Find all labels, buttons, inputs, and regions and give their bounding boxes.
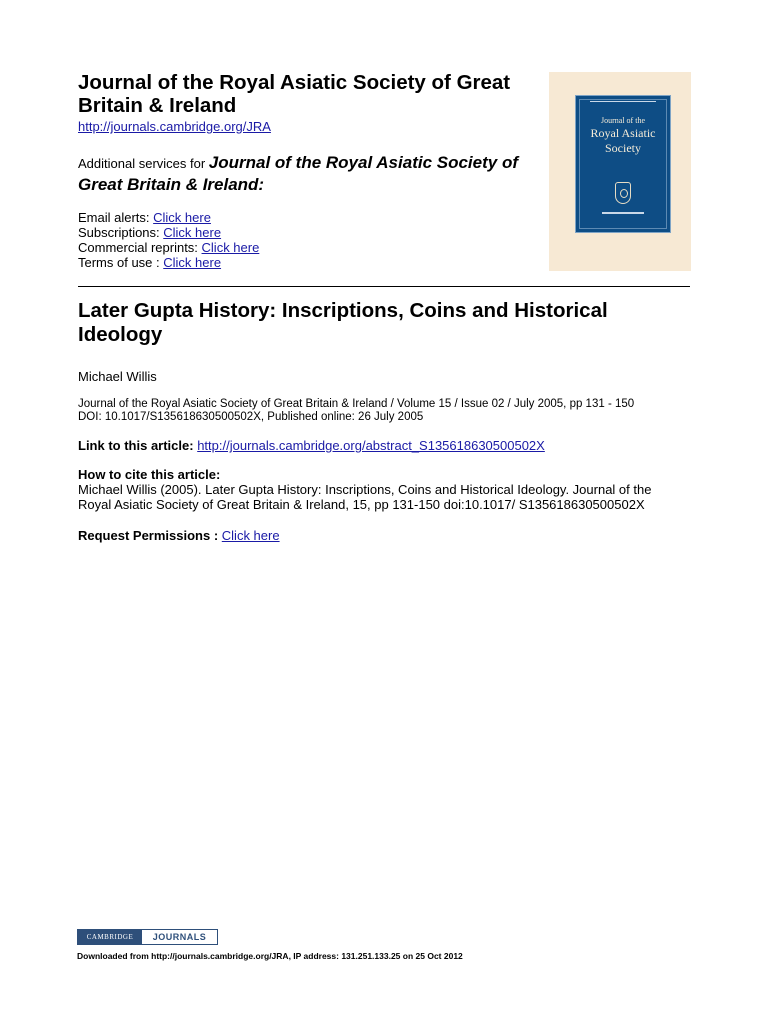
cover-top-rule [590,101,656,102]
service-label: Terms of use : [78,255,164,270]
commercial-reprints-link[interactable]: Click here [201,240,260,255]
article-link-label: Link to this article: [78,438,194,453]
cover-bottom-rule [602,212,644,214]
journal-cover-image [575,95,671,233]
article-link[interactable]: http://journals.cambridge.org/abstract_S135618630500502X [197,438,545,453]
article-info [78,299,690,543]
cover-title-line-3: Society [605,141,641,155]
logo-cambridge-text: CAMBRIDGE [78,930,142,944]
service-label: Commercial reprints: [78,240,202,255]
citation-info [78,398,690,424]
article-author: Michael Willis [78,369,157,384]
how-to-cite-label: How to cite this article: [78,467,221,482]
download-notice: Downloaded from http://journals.cambridge.org/JRA, IP address: 131.251.133.25 on 25 Oct 2012 [77,951,463,961]
service-subscriptions [78,225,540,240]
services-list [78,210,540,270]
service-commercial-reprints [78,240,540,255]
citation-doi-line: DOI: 10.1017/S135618630500502X, Published online: 26 July 2005 [78,411,424,423]
permissions-label: Request Permissions : [78,528,219,543]
how-to-cite-text: Michael Willis (2005). Later Gupta History: Inscriptions, Coins and Historical Ideology. Journal of the Royal Asiatic Society of Great Britain & Ireland, 15, pp 131-150 doi:10.1017/ S135618630500502X [78,482,652,512]
journal-url-link[interactable]: http://journals.cambridge.org/JRA [78,119,271,134]
service-terms-of-use [78,255,540,270]
page-footer [77,929,697,961]
service-label: Subscriptions: [78,225,164,240]
logo-journals-text: JOURNALS [142,930,217,944]
journal-cover-panel [549,72,691,271]
how-to-cite [78,467,690,512]
journal-title: Journal of the Royal Asiatic Society of Great Britain & Ireland [78,71,511,117]
cambridge-journals-logo [77,929,218,945]
permissions-row [78,528,690,543]
article-title: Later Gupta History: Inscriptions, Coins and Historical Ideology [78,299,608,346]
service-email-alerts [78,210,540,225]
header-divider [78,286,690,287]
additional-services-journal: Journal of the Royal Asiatic Society of Great Britain & Ireland: [78,153,518,194]
email-alerts-link[interactable]: Click here [153,210,211,225]
journal-header [78,71,540,270]
subscriptions-link[interactable]: Click here [163,225,222,240]
additional-services-prefix: Additional services for [78,156,209,171]
cover-title-line-2: Royal Asiatic [590,126,656,140]
cover-title [576,116,670,156]
additional-services [78,152,540,196]
cover-title-line-1: Journal of the [601,116,645,125]
crest-icon [615,182,631,204]
permissions-link[interactable]: Click here [221,528,280,543]
article-link-row [78,438,690,453]
service-label: Email alerts: [78,210,154,225]
terms-of-use-link[interactable]: Click here [163,255,222,270]
citation-volume-line: Journal of the Royal Asiatic Society of Great Britain & Ireland / Volume 15 / Issue 02 / July 2005, pp 131 - 150 [78,398,635,410]
